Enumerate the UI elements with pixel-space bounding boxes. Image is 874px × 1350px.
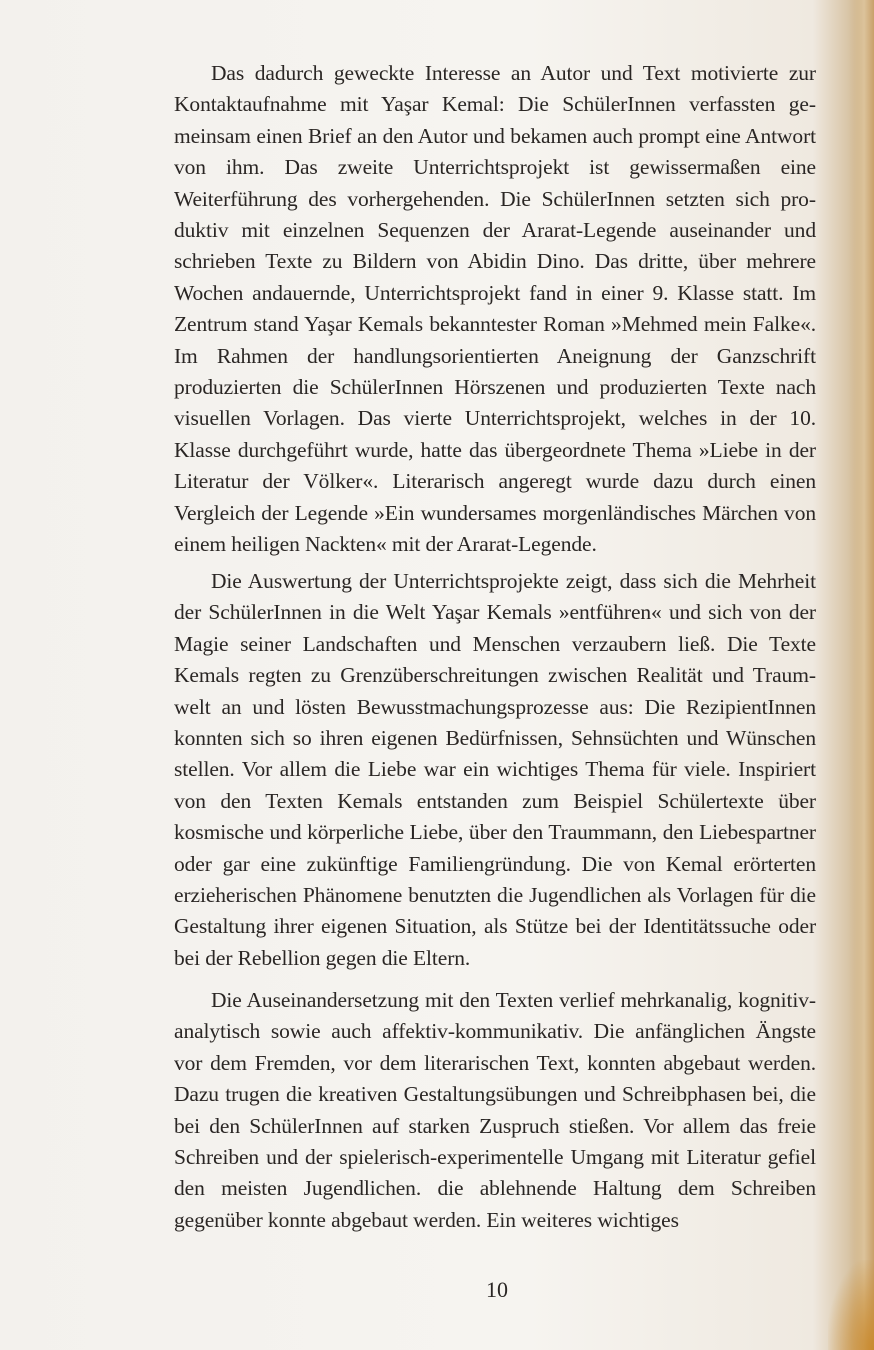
paragraph-2 <box>174 566 816 974</box>
paragraph-text: Die Auswertung der Unterrichtsprojekte zeigt, dass sich die Mehrheit der SchülerInnen in die Welt Yaşar Kemals »entführen« und sich von der Magie seiner Landschaften und Menschen verzaubern ließ. Die Texte Kemals regten zu Grenzüberschreitungen zwischen Realität und Traumwelt an und lösten Bewusstmachungsprozesse aus: Die RezipientInnen konnten sich so ihren eigenen Bedürfnissen, Sehnsüchten und Wünschen stellen. Vor allem die Liebe war ein wichtiges Thema für viele. Inspiriert von den Texten Kemals entstanden zum Beispiel Schülertexte über kosmische und körperliche Liebe, über den Traummann, den Liebespartner oder gar eine zukünftige Familiengründung. Die von Kemal erörterten erzieherischen Phänomene benutzten die Jugendlichen als Vorlagen für die Gestaltung ihrer eigenen Situation, als Stütze bei der Identitätssuche oder bei der Rebellion gegen die Eltern. <box>174 569 816 970</box>
page-corner-stain <box>828 1260 874 1350</box>
paragraph-3 <box>174 985 816 1236</box>
paragraph-text: Die Auseinandersetzung mit den Texten verlief mehrkanalig, kognitiv-analytisch sowie auch affektiv-kommunikativ. Die anfänglichen Ängste vor dem Fremden, vor dem literarischen Text, konnten abgebaut werden. Dazu trugen die kreativen Gestaltungsübungen und Schreibphasen bei, die bei den SchülerInnen auf starken Zuspruch stießen. Vor allem das freie Schreiben und der spielerisch-experimentelle Umgang mit Literatur gefiel den meisten Jugendlichen. die ablehnende Haltung dem Schreiben gegenüber konnte abgebaut werden. Ein weiteres wichtiges <box>174 988 816 1232</box>
page-edge-shadow <box>852 0 874 1350</box>
paragraph-text: Das dadurch geweckte Interesse an Autor und Text motivierte zur Kontaktaufnahme mit Yaşar Kemal: Die SchülerInnen verfassten gemeinsam einen Brief an den Autor und bekamen auch prompt eine Antwort von ihm. Das zweite Unterrichtsprojekt ist gewissermaßen eine Weiterführung des vorhergehenden. Die SchülerInnen setzten sich produktiv mit einzelnen Sequenzen der Ararat-Legende auseinander und schrieben Texte zu Bildern von Abidin Dino. Das dritte, über mehrere Wochen andauernde, Unterrichtsprojekt fand in einer 9. Klasse statt. Im Zentrum stand Yaşar Kemals bekanntester Roman »Mehmed mein Falke«. Im Rahmen der handlungsorientierten Aneignung der Ganzschrift produzierten die SchülerInnen Hörszenen und produzierten Texte nach visuellen Vorlagen. Das vierte Unterrichtsprojekt, welches in der 10. Klasse durchgeführt wurde, hatte das übergeordnete Thema »Liebe in der Literatur der Völker«. Literarisch angeregt wurde dazu durch einen Vergleich der Legende »Ein wundersames morgenländisches Märchen von einem heiligen Nackten« mit der Ararat-Legende. <box>174 61 816 557</box>
paragraph-1 <box>174 58 816 561</box>
page-number: 10 <box>486 1277 508 1302</box>
